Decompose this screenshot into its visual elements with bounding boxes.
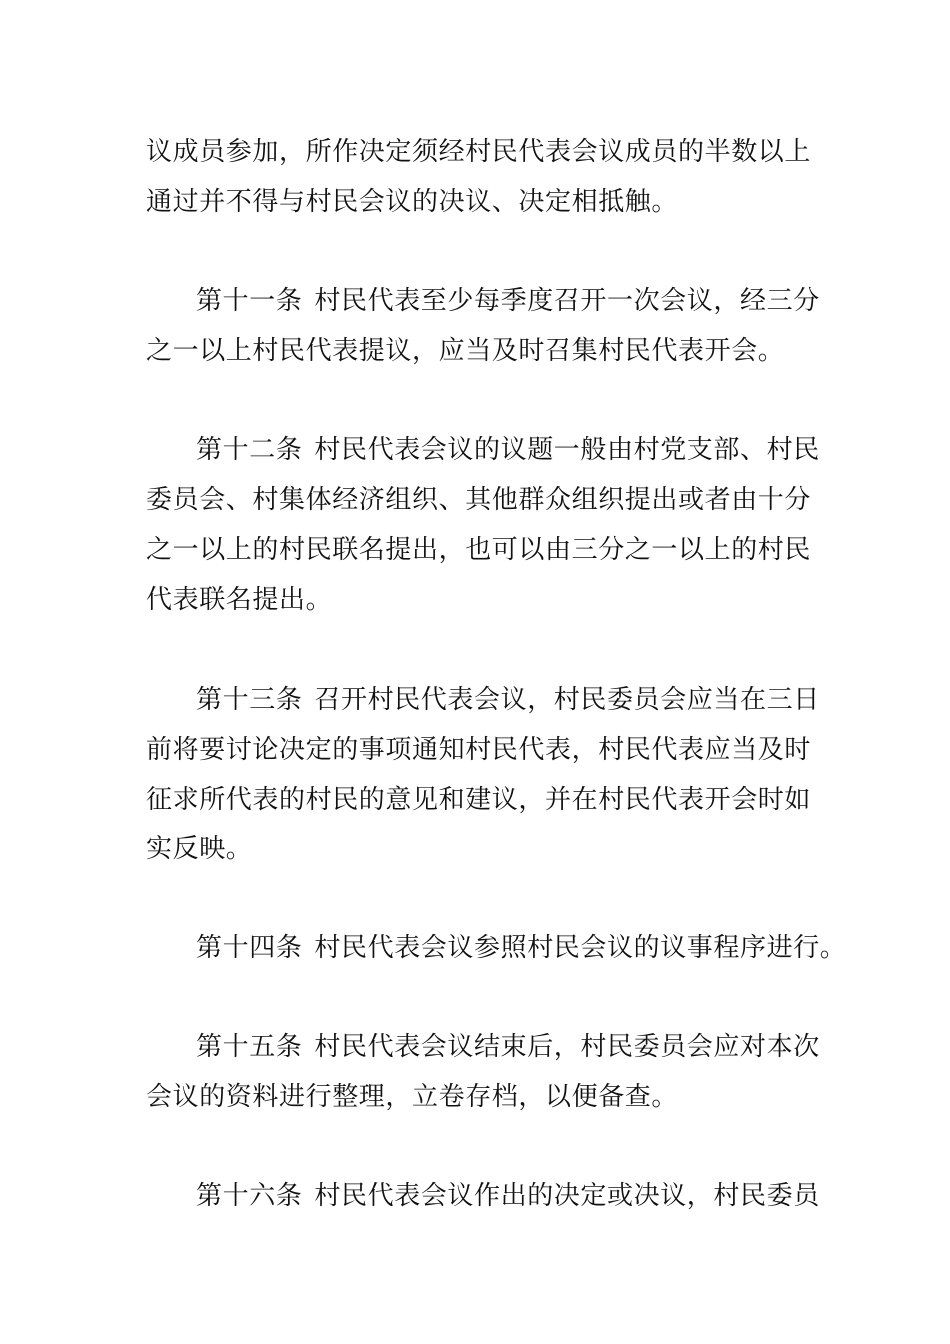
paragraph-line: 会议的资料进行整理，立卷存档，以便备查。 (146, 1082, 679, 1112)
article-number: 第十六条 (196, 1181, 303, 1211)
article-first-line (196, 286, 820, 316)
paragraph-line: 前将要讨论决定的事项通知村民代表，村民代表应当及时 (146, 735, 812, 765)
article-text: 村民代表会议结束后，村民委员会应对本次 (314, 1032, 820, 1062)
article-number: 第十五条 (196, 1032, 303, 1062)
paragraph-line: 征求所代表的村民的意见和建议，并在村民代表开会时如 (146, 785, 812, 815)
article-text: 村民代表至少每季度召开一次会议，经三分 (314, 286, 820, 316)
article-first-line (196, 685, 820, 715)
paragraph-line: 通过并不得与村民会议的决议、决定相抵触。 (146, 187, 679, 217)
paragraph-line: 实反映。 (146, 834, 253, 864)
article-number: 第十四条 (196, 933, 303, 963)
article-first-line (196, 933, 846, 963)
article-text: 召开村民代表会议，村民委员会应当在三日 (314, 685, 820, 715)
article-number: 第十一条 (196, 286, 303, 316)
article-text: 村民代表会议作出的决定或决议，村民委员 (314, 1181, 820, 1211)
paragraph-line: 委员会、村集体经济组织、其他群众组织提出或者由十分 (146, 485, 812, 515)
article-first-line (196, 435, 820, 465)
article-first-line (196, 1032, 820, 1062)
article-number: 第十二条 (196, 435, 303, 465)
article-number: 第十三条 (196, 685, 303, 715)
article-text: 村民代表会议参照村民会议的议事程序进行。 (314, 933, 847, 963)
article-first-line (196, 1181, 820, 1211)
paragraph-line: 之一以上村民代表提议，应当及时召集村民代表开会。 (146, 336, 785, 366)
paragraph-line: 之一以上的村民联名提出，也可以由三分之一以上的村民 (146, 535, 812, 565)
paragraph-line: 代表联名提出。 (146, 585, 333, 615)
paragraph-line: 议成员参加，所作决定须经村民代表会议成员的半数以上 (146, 137, 812, 167)
article-text: 村民代表会议的议题一般由村党支部、村民 (314, 435, 820, 465)
